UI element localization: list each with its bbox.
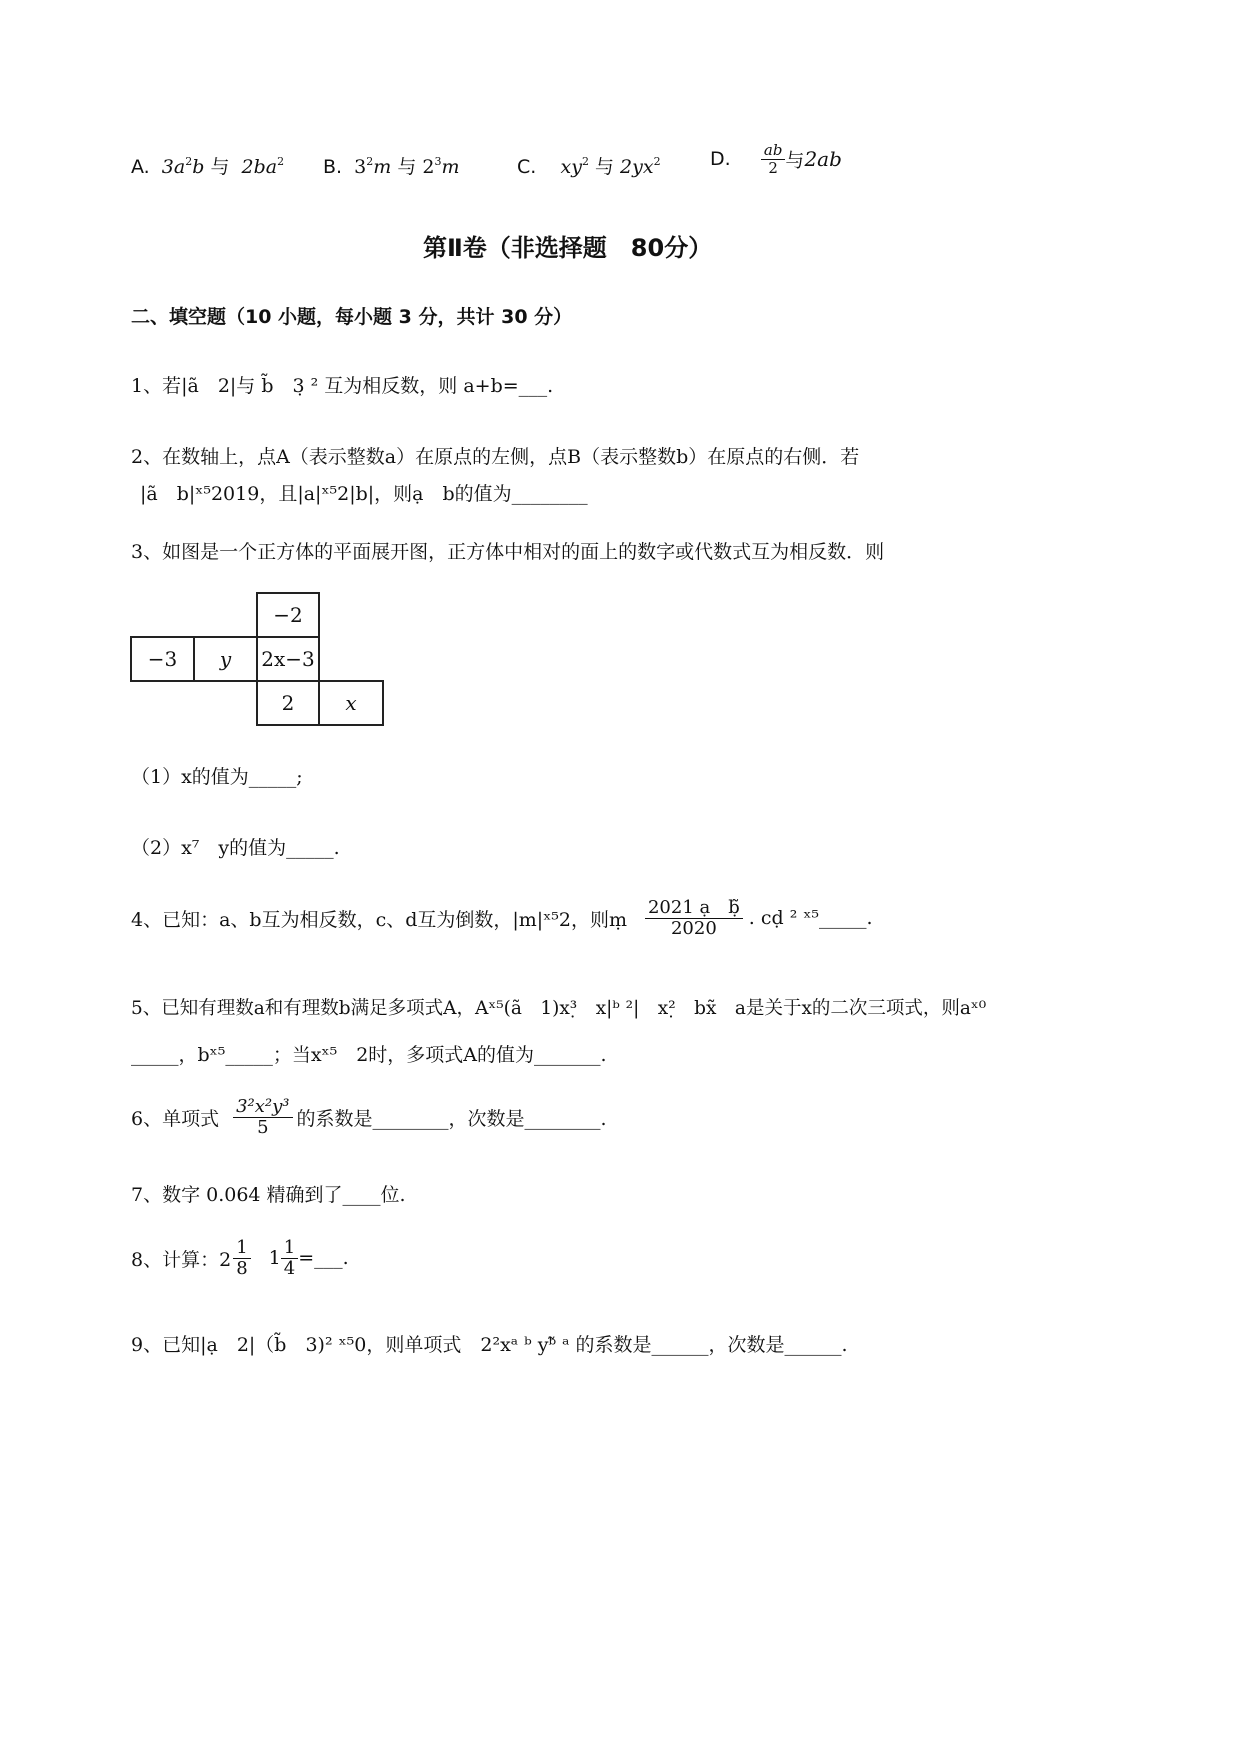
question-9: 9、已知|ạ 2|（b̃ 3)² ˣ⁵0，则单项式 2²xᵃ ᵇ yᵇ̃ ᵃ 的系数是______，次数是______. bbox=[131, 1334, 848, 1356]
net-cell-bottom: 2 bbox=[256, 680, 320, 726]
net-cell-right: x bbox=[318, 680, 384, 726]
question-4-frac-den: 2020 bbox=[670, 917, 717, 939]
option-d-frac-den: 2 bbox=[768, 158, 778, 177]
question-6-frac-den: 5 bbox=[257, 1116, 269, 1138]
question-6 bbox=[131, 1097, 607, 1138]
option-b-label: B. bbox=[323, 156, 343, 178]
question-7: 7、数字 0.064 精确到了____位. bbox=[131, 1184, 406, 1206]
option-c-conj: 与 bbox=[594, 156, 614, 178]
question-6-frac-num: 3²x²y³ bbox=[233, 1097, 292, 1118]
question-3-part2: （2）x⁷ y的值为_____. bbox=[131, 837, 340, 859]
option-b-expr1b: m bbox=[373, 156, 392, 178]
question-6-post: 的系数是________，次数是________. bbox=[296, 1107, 607, 1130]
question-5-line1: 5、已知有理数a和有理数b满足多项式A，Aˣ⁵(ã 1)x³̣ x|ᵇ ²| x²̣ bx̃ a是关于x的二次三项式，则aˣ⁰ bbox=[131, 998, 987, 1019]
question-2-line2: |ã b|ˣ⁵2019，且|a|ˣ⁵2|b|，则ạ b的值为________ bbox=[140, 483, 588, 505]
question-8-fraction-2 bbox=[281, 1238, 298, 1279]
net-cell-left1: −3 bbox=[130, 636, 195, 682]
option-a-sup1: 2 bbox=[185, 155, 193, 168]
question-8-frac2-den: 4 bbox=[283, 1257, 296, 1279]
option-c-sup1: 2 bbox=[581, 155, 589, 168]
question-4 bbox=[131, 898, 873, 939]
option-b-expr2b: m bbox=[441, 156, 460, 178]
option-b-expr2: 2 bbox=[422, 156, 435, 178]
question-8-fraction-1 bbox=[233, 1238, 250, 1279]
option-a-expr1b: b bbox=[192, 156, 205, 178]
question-8-frac1-den: 8 bbox=[236, 1257, 248, 1279]
question-3-part1: （1）x的值为_____; bbox=[131, 766, 303, 788]
question-8-mid: 1 bbox=[268, 1247, 281, 1270]
option-a bbox=[131, 152, 284, 179]
option-d-conj: 与 bbox=[785, 149, 805, 172]
question-6-fraction bbox=[233, 1097, 292, 1138]
section-title: 二、填空题（10 小题，每小题 3 分，共计 30 分） bbox=[131, 306, 573, 328]
net-cell-top: −2 bbox=[256, 592, 320, 638]
option-d-fraction bbox=[761, 142, 786, 176]
question-1: 1、若|ã 2|与 b̃ 3̣ ² 互为相反数，则 a+b=___. bbox=[131, 375, 554, 397]
option-a-expr1: 3a bbox=[161, 156, 186, 178]
net-cell-center: 2x−3 bbox=[256, 636, 320, 682]
question-6-pre: 6、单项式 bbox=[131, 1107, 220, 1130]
question-8-frac2-num: 1 bbox=[281, 1238, 298, 1259]
question-4-fraction bbox=[645, 898, 743, 939]
question-8-frac1-num: 1 bbox=[233, 1238, 250, 1259]
question-8-pre: 8、计算：2 bbox=[131, 1248, 232, 1271]
question-5-line2: _____，bˣ⁵_____；当xˣ⁵ 2时，多项式A的值为_______. bbox=[131, 1044, 607, 1066]
question-3: 3、如图是一个正方体的平面展开图，正方体中相对的面上的数字或代数式互为相反数．则 bbox=[131, 541, 885, 563]
question-8 bbox=[131, 1238, 349, 1279]
question-4-post: . cḍ ² ˣ⁵_____. bbox=[748, 907, 873, 930]
option-b bbox=[323, 152, 460, 179]
question-2-line1: 2、在数轴上，点A（表示整数a）在原点的左侧，点B（表示整数b）在原点的右侧．若 bbox=[131, 446, 860, 468]
option-d-label: D. bbox=[710, 148, 731, 170]
option-c-expr2: 2yx bbox=[620, 156, 654, 178]
option-a-sup2: 2 bbox=[277, 155, 285, 168]
option-b-conj: 与 bbox=[397, 156, 417, 178]
part-title: 第Ⅱ卷（非选择题 80分） bbox=[423, 234, 713, 262]
option-d bbox=[710, 142, 842, 176]
option-a-label: A. bbox=[131, 156, 150, 178]
option-c bbox=[517, 152, 661, 179]
option-c-expr1: xy bbox=[560, 156, 582, 178]
option-c-label: C. bbox=[517, 156, 537, 178]
question-4-frac-num: 2021 ạ ḅ̃ bbox=[645, 898, 743, 919]
option-d-expr2: 2ab bbox=[804, 147, 842, 171]
net-cell-left2: y bbox=[193, 636, 258, 682]
cube-net-figure bbox=[130, 592, 390, 732]
option-d-frac-num: ab bbox=[761, 142, 786, 160]
option-a-expr2: 2ba bbox=[241, 156, 278, 178]
option-a-conj: 与 bbox=[210, 156, 230, 178]
option-b-sup1: 2 bbox=[366, 155, 374, 168]
option-b-expr1: 3 bbox=[354, 156, 367, 178]
option-b-sup2: 3 bbox=[434, 155, 442, 168]
question-4-pre: 4、已知：a、b互为相反数，c、d互为倒数，|m|ˣ⁵2，则ṃ bbox=[131, 908, 627, 931]
option-c-sup2: 2 bbox=[653, 155, 661, 168]
question-8-post: =___. bbox=[298, 1247, 349, 1270]
